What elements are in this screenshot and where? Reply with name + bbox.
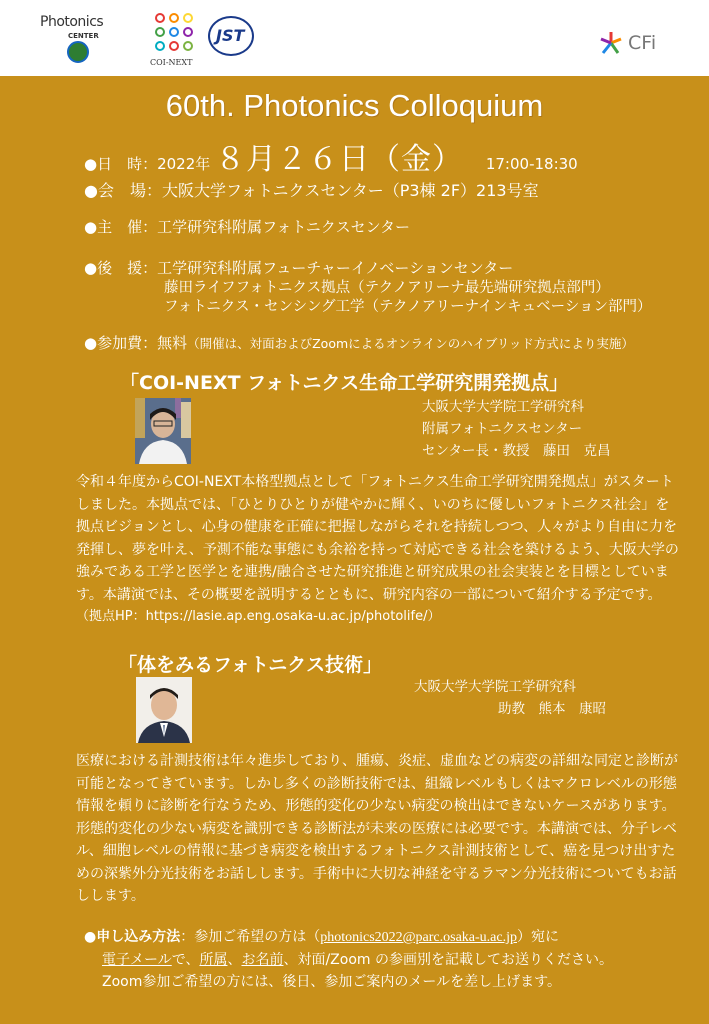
apply-label: ●申し込み方法 <box>84 929 181 945</box>
venue-row <box>84 178 539 201</box>
host-label: ●主 催： <box>84 218 158 236</box>
host-value: 工学研究科附属フォトニクスセンター <box>157 218 410 236</box>
apply-line-3: Zoom参加ご希望の方には、後日、参加ご案内のメールを差し上げます。 <box>102 974 561 990</box>
support-row <box>84 257 513 278</box>
abstract-line: 医療における計測技術は年々進歩しており、腫瘍、炎症、虚血などの病変の詳細な同定と診断が <box>76 753 678 769</box>
date-time: 17:00-18:30 <box>485 155 578 173</box>
cfi-logo-text: CFi <box>628 32 657 54</box>
abstract-line: 強みである工学と医学とを連携/融合させた研究推進と研究成果の社会実装とを目標としていま <box>76 564 669 580</box>
talk2-title: 「体をみるフォトニクス技術」 <box>118 654 383 676</box>
coi-next-logo <box>150 12 200 72</box>
cfi-logo <box>598 30 678 58</box>
affiliation-line: 大阪大学大学院工学研究科 <box>414 679 576 695</box>
apply-email-link[interactable]: photonics2022@parc.osaka-u.ac.jp <box>320 930 517 945</box>
fee-value: 無料 <box>157 334 188 352</box>
speaker1-photo <box>135 398 191 464</box>
date-label: ●日 時： <box>84 155 158 173</box>
abstract-line: しします。 <box>76 888 145 904</box>
photonics-logo-sub: CENTER <box>68 32 99 40</box>
apply-text: 、対面/Zoom の参画別を記載してお送りください。 <box>283 952 613 968</box>
fee-note: （開催は、対面およびZoomによるオンラインのハイブリッド方式により実施） <box>187 336 634 351</box>
abstract-line: す。本講演では、その概要を説明するとともに、研究内容の一部について紹介する予定です。 <box>76 586 662 603</box>
abstract-line: 形態的変化の少ない病変を識別できる診断法が未来の医療には必要です。本講演では、分子レベ <box>76 820 677 837</box>
jst-logo-text: JST <box>216 26 245 45</box>
talk1-abstract <box>76 471 679 629</box>
venue-value: 大阪大学フォトニクスセンター（P3棟 2F）213号室 <box>161 181 539 200</box>
jst-logo <box>208 16 254 56</box>
date-day: ８月２６日（金） <box>215 142 464 177</box>
page-title: 60th. Photonics Colloquium <box>165 88 544 123</box>
talk1-affiliation <box>422 396 610 462</box>
speaker2-photo <box>136 677 192 743</box>
logo-header <box>0 0 709 76</box>
support-label: ●後 援： <box>84 259 158 277</box>
abstract-line: 情報を頼りに診断を行なうため、形態的変化の少ない病変の検出はできないケースがあります。 <box>76 798 676 814</box>
affiliation-line: センター長・教授 藤田 克昌 <box>422 443 611 459</box>
abstract-line: 拠点ビジョンとし、心身の健康を正確に把握しながらそれを持続しつつ、人々がより自由に力を <box>76 519 678 535</box>
globe-icon <box>67 41 89 63</box>
talk2-abstract <box>76 750 678 908</box>
support-line: 工学研究科附属フューチャーイノベーションセンター <box>157 259 514 277</box>
apply-name-word: お名前 <box>241 952 284 968</box>
date-year: 2022年 <box>157 155 211 173</box>
abstract-line: めの深紫外分光技術をお話しします。手術中に大切な神経を守るラマン分光技術についてもお話 <box>76 865 677 882</box>
apply-email-word: 電子メール <box>102 952 172 968</box>
support-line: フォトニクス・センシング工学（テクノアリーナインキュベーション部門） <box>164 299 652 315</box>
host-row <box>84 216 410 237</box>
date-row <box>84 134 578 178</box>
apply-line-2 <box>84 949 613 971</box>
cfi-star-icon <box>598 30 624 56</box>
affiliation-line: 附属フォトニクスセンター <box>422 421 583 437</box>
apply-line-1 <box>84 926 613 949</box>
affiliation-line: 大阪大学大学院工学研究科 <box>422 399 584 415</box>
apply-to: ）宛に <box>517 929 559 945</box>
abstract-hp-line: （拠点HP：https://lasie.ap.eng.osaka-u.ac.jp/photolife/） <box>76 609 441 624</box>
coi-logo-text: COI-NEXT <box>150 58 193 67</box>
apply-affiliation-word: 所属 <box>199 952 228 968</box>
abstract-line: 令和４年度からCOI-NEXT本格型拠点として「フォトニクス生命工学研究開発拠点」がスタート <box>76 474 674 490</box>
fee-label: ●参加費： <box>84 334 158 352</box>
fee-row <box>84 332 634 353</box>
talk2-affiliation <box>414 676 606 720</box>
abstract-line: しました。本拠点では、「ひとりひとりが健やかに輝く、いのちに優しいフォトニクス社会」を <box>76 496 670 513</box>
photonics-center-logo <box>40 10 130 68</box>
venue-label: ●会 場： <box>84 181 162 200</box>
support-line: 藤田ライフフォトニクス拠点（テクノアリーナ最先端研究拠点部門） <box>164 280 610 296</box>
apply-section <box>84 926 613 993</box>
affiliation-line: 助教 熊本 康昭 <box>498 701 606 717</box>
abstract-line: 発揮し、夢を叶え、予測不能な事態にも余裕を持って対応できる社会を築けるよう、大阪大学の <box>76 541 679 558</box>
apply-text: で、 <box>171 952 200 968</box>
abstract-line: ル、細胞レベルの情報に基づき病変を検出するフォトニクス計測技術として、癌を見つけ出すた <box>76 843 676 859</box>
photonics-logo-word: Photonics <box>40 14 104 30</box>
abstract-line: 可能となってきています。しかし多くの診断技術では、組織レベルもしくはマクロレベルの形態 <box>76 775 677 792</box>
coi-circles-icon <box>154 12 196 54</box>
apply-intro: ：参加ご希望の方は（ <box>180 929 321 945</box>
apply-text: 、 <box>227 952 242 968</box>
talk1-title: 「COI-NEXT フォトニクス生命工学研究開発拠点」 <box>120 372 569 394</box>
